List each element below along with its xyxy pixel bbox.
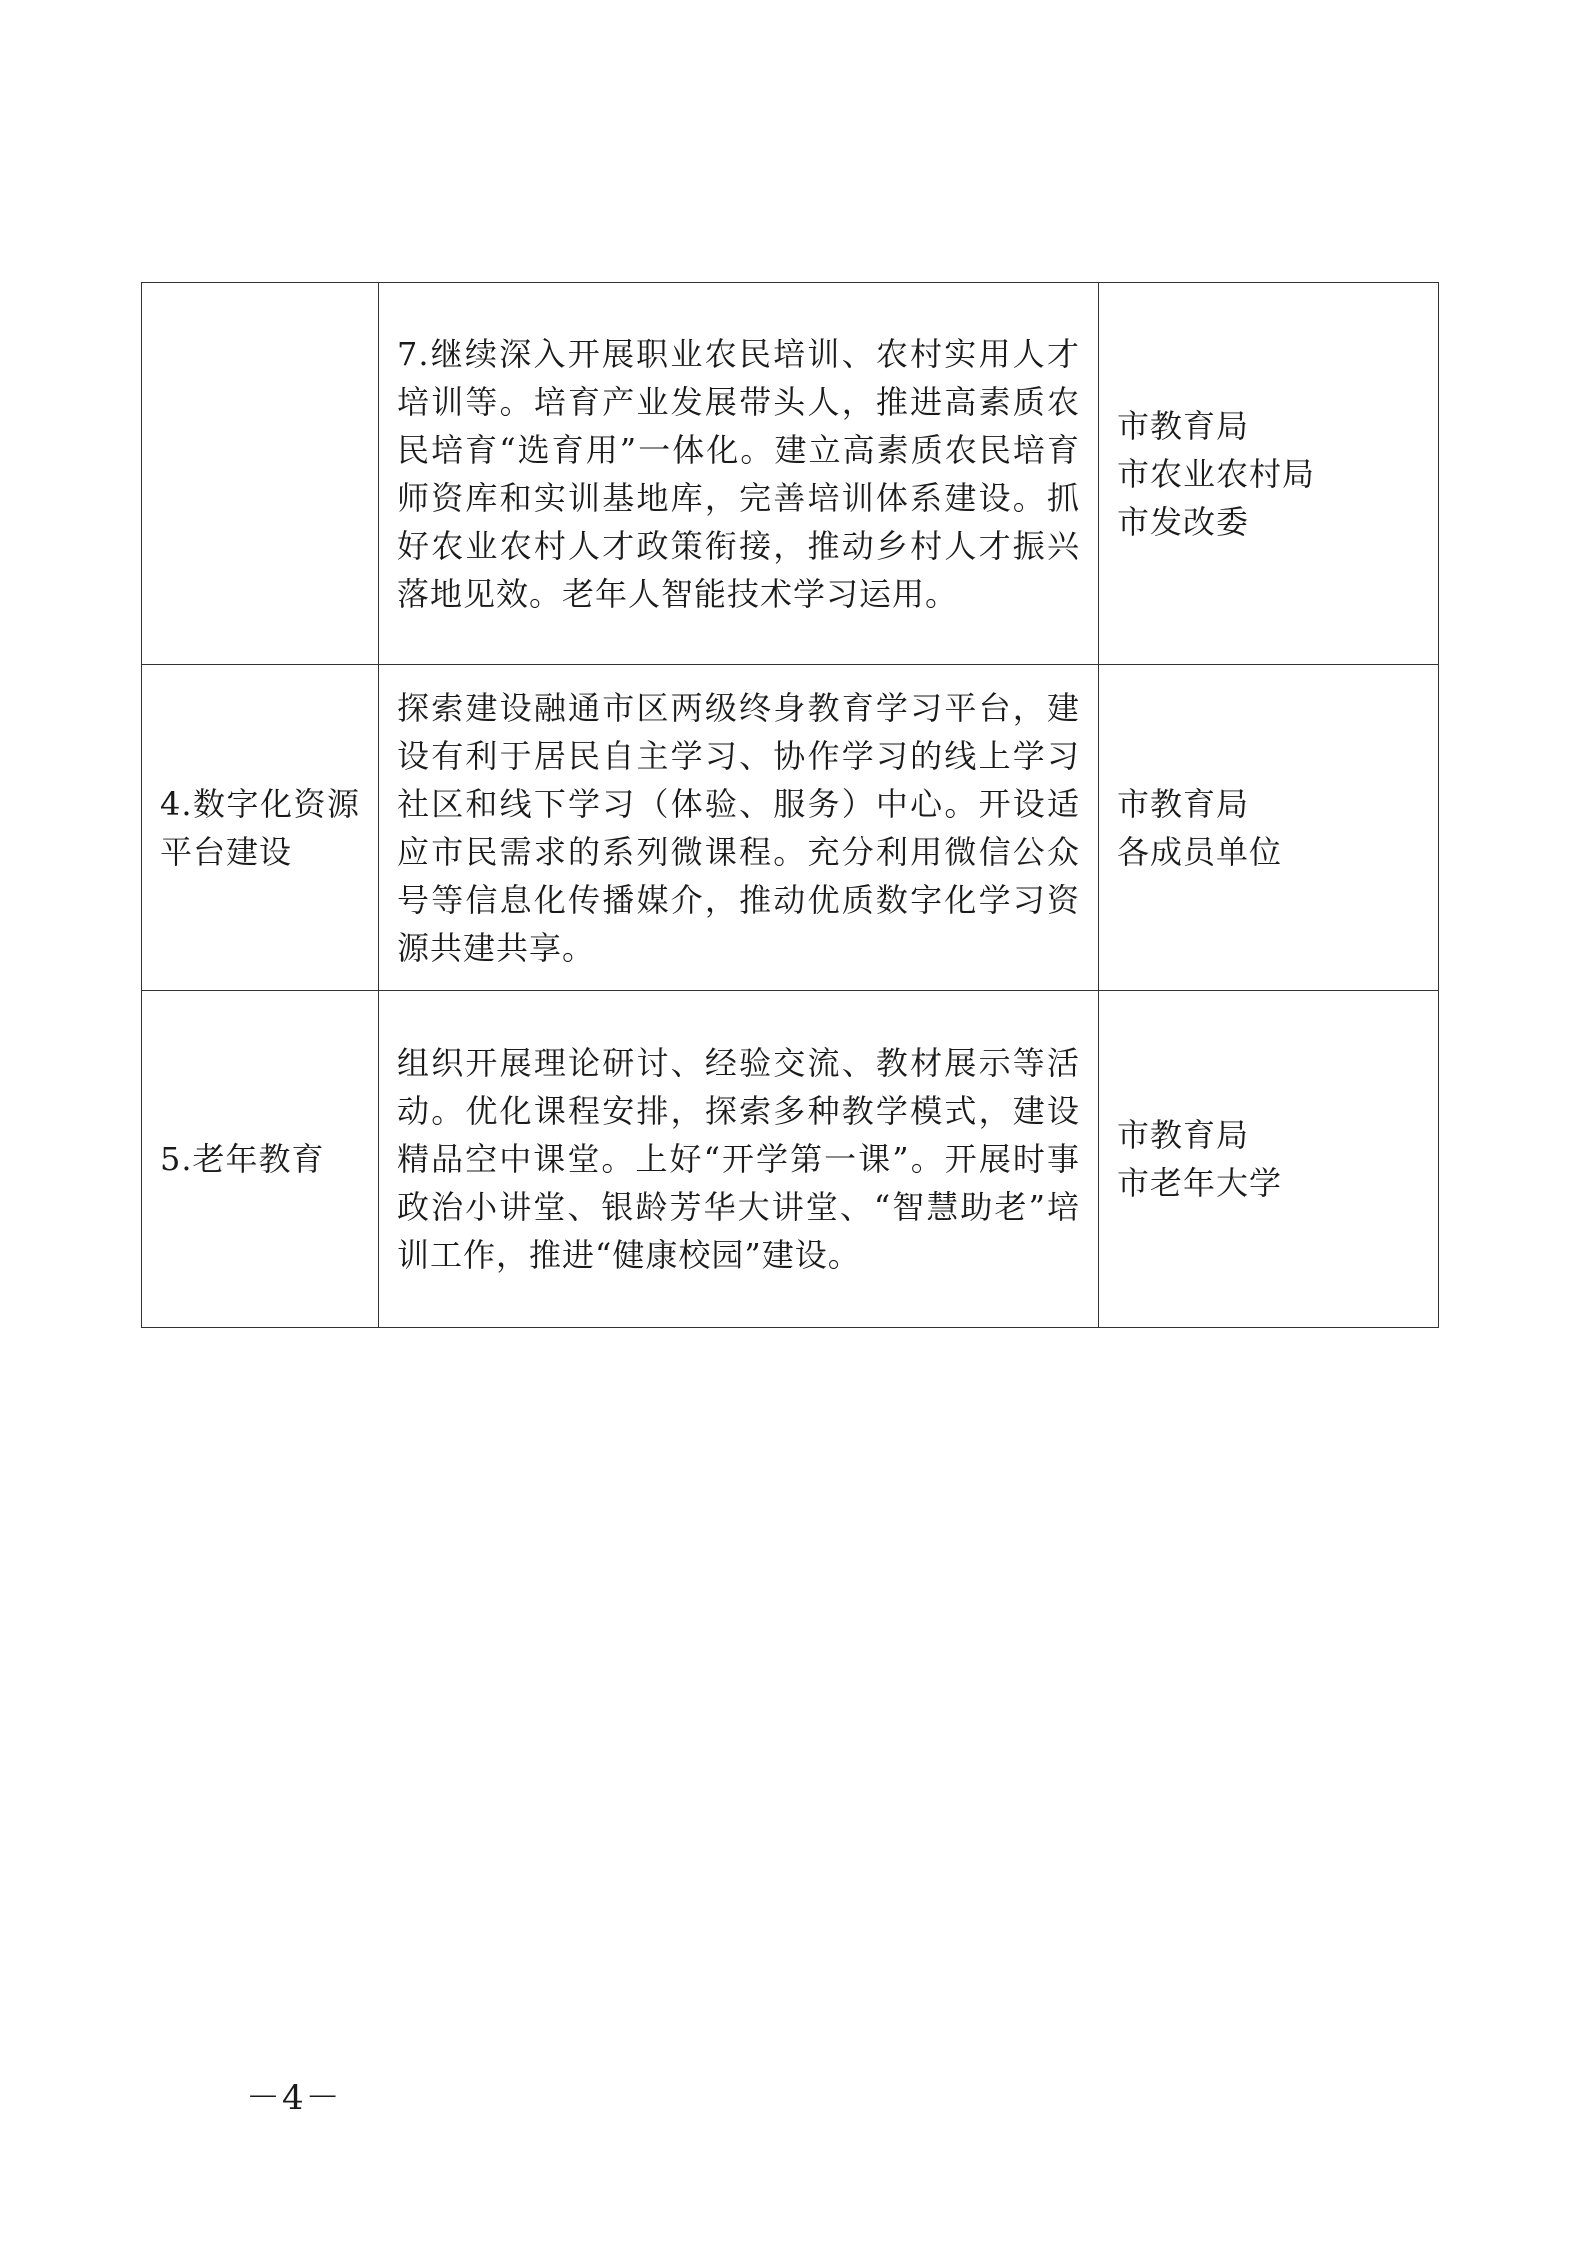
department-name: 市教育局: [1117, 406, 1250, 445]
content-text: 组织开展理论研讨、经验交流、教材展示等活动。优化课程安排，探索多种教学模式，建设精品空中课堂。上好“开学第一课”。开展时事政治小讲堂、银龄芳华大讲堂、“智慧助老”培训工作，推进“健康校园”建设。: [397, 1044, 1080, 1274]
table-row: [142, 991, 1439, 1328]
page-number: －4－: [246, 2078, 342, 2118]
department-name: 市老年大学: [1117, 1164, 1283, 1202]
item-cell: [142, 665, 379, 991]
content-cell: [379, 991, 1099, 1328]
department-cell: [1099, 665, 1439, 991]
work-task-table: [141, 282, 1439, 1328]
content-text: 探索建设融通市区两级终身教育学习平台，建设有利于居民自主学习、协作学习的线上学习社区和线下学习（体验、服务）中心。开设适应市民需求的系列微课程。充分利用微信公众号等信息化传播媒介，推动优质数字化学习资源共建共享。: [397, 688, 1080, 967]
department-name: 市教育局: [1117, 1116, 1250, 1154]
table-row: [142, 283, 1439, 665]
item-cell: [142, 283, 379, 665]
content-cell: [379, 665, 1099, 991]
item-label: 4.数字化资源平台建设: [160, 784, 360, 871]
department-name: 市教育局: [1117, 784, 1250, 823]
table-row: [142, 665, 1439, 991]
department-cell: [1099, 283, 1439, 665]
content-cell: [379, 283, 1099, 665]
department-name: 市发改委: [1117, 502, 1250, 541]
content-text: 7.继续深入开展职业农民培训、农村实用人才培训等。培育产业发展带头人，推进高素质农民培育“选育用”一体化。建立高素质农民培育师资库和实训基地库，完善培训体系建设。抓好农业农村人才政策衔接，推动乡村人才振兴落地见效。老年人智能技术学习运用。: [397, 334, 1080, 613]
department-name: 各成员单位: [1117, 832, 1283, 871]
item-cell: [142, 991, 379, 1328]
department-cell: [1099, 991, 1439, 1328]
item-label: 5.老年教育: [160, 1140, 325, 1178]
department-name: 市农业农村局: [1117, 454, 1316, 493]
